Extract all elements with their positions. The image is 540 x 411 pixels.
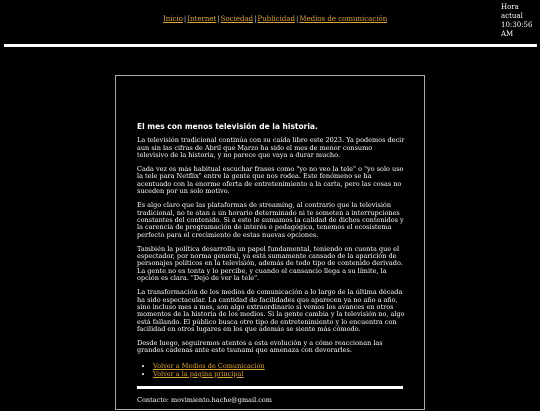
article-paragraph: Desde luego, seguiremos atentos a esta evolución y a cómo reaccionan las grandes cadenas ante este tsunami que amenaza con devorarles. xyxy=(137,339,383,355)
nav-link-internet[interactable]: Internet xyxy=(187,15,217,23)
article-paragraph: La televisión tradicional continúa con su caída libre este 2023. Ya podemos decir aun sin las cifras de Abril que Marzo ha sido el mes de menor consumo televisivo de la historia, y no parece que vaya a durar mucho. xyxy=(137,136,405,159)
clock-time: 10:30:56 AM xyxy=(501,21,533,38)
article-paragraph: La transformación de los medios de comunicación a lo largo de la última década ha sido espectacular. La cantidad de facilidades que aparecen ya no año a año, sino incluso mes a mes, son algo extraordinario si vemos los avances en otros momentos de la historia de los medios. Si la gente cambia y la televisión no, algo está fallando. El público busca otro tipo de entretenimiento y lo encuentra con facilidad en otros lugares en los que además se siente más cómodo. xyxy=(137,288,405,333)
nav-link-publicidad[interactable]: Publicidad xyxy=(257,15,295,23)
list-item xyxy=(153,370,405,378)
top-navigation xyxy=(163,15,387,23)
nav-link-inicio[interactable]: Inicio xyxy=(163,15,183,23)
top-divider xyxy=(4,44,537,47)
article xyxy=(137,123,405,411)
nav-separator: | xyxy=(217,15,220,23)
contact-email: Contacto: movimiento.hache@gmail.com xyxy=(137,395,272,404)
back-to-home-link[interactable]: Volver a la página principal xyxy=(153,369,244,378)
article-paragraph: También la política desarrolla un papel fundamental, teniendo en cuenta que el espectador, por norma general, ya está sumamente cansado de la aparición de personajes políticos en la televisión, además de todo tipo de contenido derivado. La gente no es tonta y lo percibe, y cuando el cansancio llega a su límite, la opción es clara. "Dejo de ver la tele". xyxy=(137,244,403,283)
back-to-media-link[interactable]: Volver a Medios de Comunicación xyxy=(153,361,265,370)
clock xyxy=(501,3,540,39)
nav-separator: | xyxy=(295,15,299,23)
list-item xyxy=(153,362,405,370)
nav-link-sociedad[interactable]: Sociedad xyxy=(220,15,254,23)
content-divider xyxy=(137,386,403,389)
nav-separator: | xyxy=(183,15,187,23)
article-title: El mes con menos televisión de la historia. xyxy=(137,122,318,131)
article-paragraph: Es algo claro que las plataformas de streaming, al contrario que la televisión tradicional, no te atan a un horario determinado ni te someten a interrupciones constantes del contenido. Si a esto le sumamos la calidad de dichos contenidos y la carencia de programación de interés o pedagógica, tenemos el ecosistema perfecto para el crecimiento de estas nuevas opciones. xyxy=(137,201,404,239)
article-paragraph: Cada vez es más habitual escuchar frases como "yo no veo la tele" o "yo solo uso la tele para Netflix" entre la gente que nos rodea. Este fenómeno se ha acentuado con la enorme oferta de entretenimiento a la carta, pero las cosas no suceden por un solo motivo. xyxy=(137,165,404,196)
clock-label: Hora actual xyxy=(501,3,523,20)
nav-separator: | xyxy=(254,15,257,23)
back-links xyxy=(153,362,405,378)
nav-link-medios[interactable]: Medios de comunicación xyxy=(299,15,388,23)
